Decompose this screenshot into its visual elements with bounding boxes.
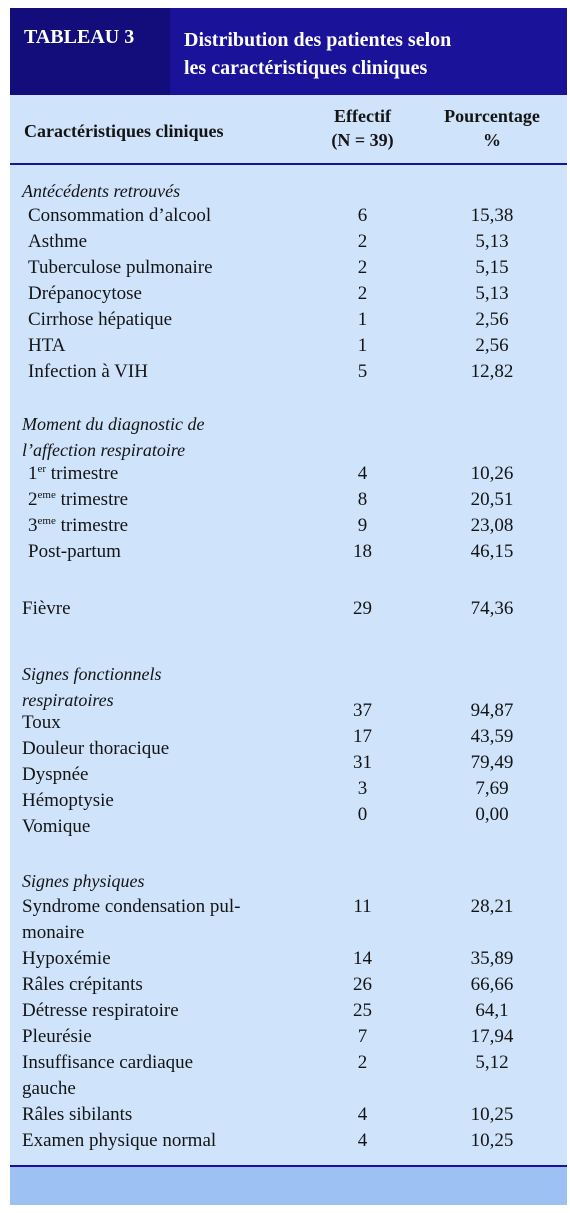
table-row — [10, 335, 567, 361]
ordinal-suffix: eme — [37, 489, 56, 501]
row-label: Consommation d’alcool — [28, 205, 212, 226]
row-percent: 15,38 — [470, 205, 514, 226]
row-percent: 46,15 — [470, 541, 514, 562]
table-title — [184, 26, 554, 82]
row-percent: 94,87 — [470, 700, 514, 721]
table-panel — [10, 8, 567, 1205]
row-percent: 20,51 — [470, 489, 514, 510]
trimester-number: 3 — [28, 515, 38, 536]
header-rule — [10, 163, 567, 165]
row-count: 18 — [353, 541, 372, 562]
row-label: Post-partum — [28, 541, 121, 562]
row-count: 3 — [357, 778, 368, 799]
row-percent: 66,66 — [470, 974, 514, 995]
row-count: 8 — [357, 489, 368, 510]
section-title-moment-line1: Moment du diagnostic de — [22, 414, 205, 434]
col-header-pourcentage-line2: % — [483, 130, 501, 150]
bottom-band — [10, 1167, 567, 1205]
row-label: Pleurésie — [22, 1026, 92, 1047]
table-header — [10, 8, 567, 95]
ordinal-suffix: er — [37, 463, 47, 475]
row-label: Vomique — [22, 816, 91, 837]
row-label — [28, 463, 118, 485]
row-label: Râles sibilants — [22, 1104, 133, 1125]
row-label: Asthme — [28, 231, 88, 252]
row-label: Infection à VIH — [28, 361, 148, 382]
row-count: 4 — [357, 1130, 368, 1151]
row-count: 29 — [353, 598, 372, 619]
row-percent: 5,13 — [475, 231, 509, 252]
row-percent: 2,56 — [475, 309, 509, 330]
row-percent: 17,94 — [470, 1026, 514, 1047]
trimester-number: 2 — [28, 489, 38, 510]
table-row — [10, 1130, 567, 1156]
table-row — [10, 515, 567, 541]
row-label: Dyspnée — [22, 764, 89, 785]
table-number: TABLEAU 3 — [10, 8, 170, 95]
row-label: Drépanocytose — [28, 283, 142, 304]
row-label: Cirrhose hépatique — [28, 309, 173, 330]
row-label: Examen physique normal — [22, 1130, 217, 1151]
row-count: 37 — [353, 700, 372, 721]
row-label: Tuberculose pulmonaire — [28, 257, 213, 278]
row-percent: 7,69 — [475, 778, 509, 799]
section-title-fonctionnels-line1: Signes fonctionnels — [22, 664, 162, 684]
table-row — [10, 231, 567, 257]
section-title-moment-line2: l’affection respiratoire — [22, 440, 186, 460]
row-label: Hémoptysie — [22, 790, 114, 811]
table-row — [10, 283, 567, 309]
col-header-characteristics: Caractéristiques cliniques — [24, 121, 224, 141]
section-title-antecedents: Antécédents retrouvés — [22, 181, 181, 201]
row-count: 9 — [357, 515, 368, 536]
row-count: 31 — [353, 752, 372, 773]
row-label: Toux — [22, 712, 61, 733]
title-line-2: les caractéristiques cliniques — [184, 57, 428, 79]
section-title-fonctionnels-line2: respiratoires — [22, 690, 114, 710]
row-percent: 74,36 — [470, 598, 514, 619]
table-row — [10, 1000, 567, 1026]
table-row — [10, 205, 567, 231]
table-row — [10, 463, 567, 489]
row-count: 25 — [353, 1000, 372, 1021]
row-percent: 5,12 — [475, 1052, 509, 1073]
row-count: 11 — [353, 896, 372, 917]
row-count: 14 — [353, 948, 372, 969]
table-row — [10, 948, 567, 974]
table-row — [10, 1104, 567, 1130]
table-row — [10, 361, 567, 387]
row-percent: 12,82 — [470, 361, 514, 382]
row-percent: 10,26 — [470, 463, 514, 484]
row-count: 1 — [357, 309, 368, 330]
row-label: Insuffisance cardiaque — [22, 1052, 194, 1073]
title-line-1: Distribution des patientes selon — [184, 29, 452, 51]
table-row — [10, 309, 567, 335]
row-percent: 10,25 — [470, 1104, 514, 1125]
table-row — [10, 541, 567, 567]
row-label: Détresse respiratoire — [22, 1000, 179, 1021]
section-title-fonctionnels — [22, 661, 161, 713]
row-label — [28, 489, 128, 511]
row-percent: 64,1 — [475, 1000, 509, 1021]
row-label: HTA — [28, 335, 66, 356]
section-title-physiques: Signes physiques — [22, 871, 145, 891]
section-title-moment — [22, 411, 204, 463]
row-count: 26 — [353, 974, 372, 995]
row-label-continued: monaire — [22, 922, 85, 943]
row-percent: 28,21 — [470, 896, 514, 917]
row-count: 4 — [357, 1104, 368, 1125]
trimester-word: trimestre — [55, 489, 129, 510]
col-header-effectif — [315, 104, 410, 152]
row-count: 4 — [357, 463, 368, 484]
row-count: 7 — [357, 1026, 368, 1047]
trimester-word: trimestre — [46, 463, 119, 484]
table-row — [10, 489, 567, 515]
table-row — [10, 257, 567, 283]
row-label: Hypoxémie — [22, 948, 111, 969]
col-header-effectif-line1: Effectif — [334, 106, 391, 126]
row-percent: 35,89 — [470, 948, 514, 969]
table-row-fievre — [10, 598, 567, 624]
row-percent: 79,49 — [470, 752, 514, 773]
col-header-pourcentage-line1: Pourcentage — [444, 106, 540, 126]
row-count: 6 — [357, 205, 368, 226]
trimester-number: 1 — [28, 463, 38, 484]
table-row — [10, 974, 567, 1000]
table-row — [10, 1026, 567, 1052]
row-percent: 5,13 — [475, 283, 509, 304]
row-percent: 5,15 — [475, 257, 509, 278]
row-count: 1 — [357, 335, 368, 356]
row-count: 17 — [353, 726, 372, 747]
ordinal-suffix: eme — [37, 515, 56, 527]
row-percent: 23,08 — [470, 515, 514, 536]
col-header-effectif-line2: (N = 39) — [331, 130, 394, 150]
row-count: 2 — [357, 231, 368, 252]
row-label — [28, 515, 128, 537]
row-count: 2 — [357, 283, 368, 304]
row-count: 2 — [357, 1052, 368, 1073]
row-label: Râles crépitants — [22, 974, 143, 995]
row-label: Fièvre — [22, 598, 71, 619]
row-count: 2 — [357, 257, 368, 278]
row-count: 0 — [357, 804, 368, 825]
row-percent: 43,59 — [470, 726, 514, 747]
row-count: 5 — [357, 361, 368, 382]
row-percent: 0,00 — [475, 804, 509, 825]
row-percent: 10,25 — [470, 1130, 514, 1151]
row-label: Douleur thoracique — [22, 738, 170, 759]
col-header-pourcentage — [422, 104, 562, 152]
row-label: Syndrome condensation pul- — [22, 896, 241, 917]
row-percent: 2,56 — [475, 335, 509, 356]
trimester-word: trimestre — [55, 515, 129, 536]
row-label-continued: gauche — [22, 1078, 76, 1099]
